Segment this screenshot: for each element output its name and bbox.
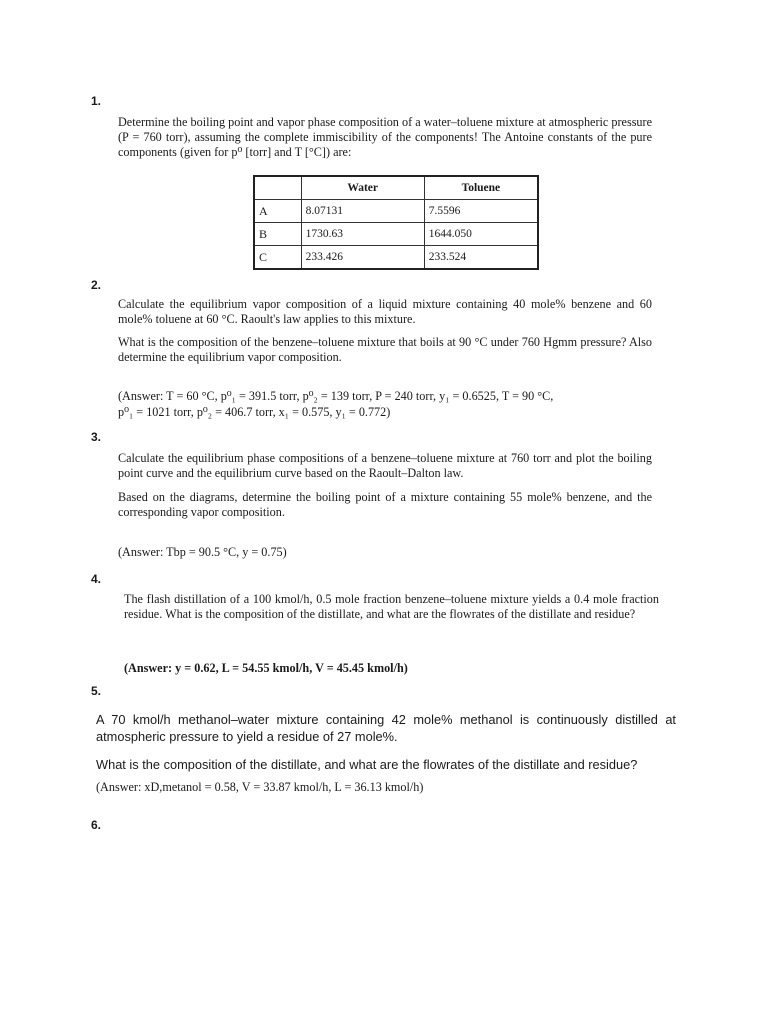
table-header-empty <box>254 176 301 200</box>
problem-4-number: 4. <box>91 572 102 586</box>
problem-5-text-a: A 70 kmol/h methanol–water mixture containing 42 mole% methanol is continuously distilled at atmospheric pressure to yield a residue of 27 mole%. <box>96 712 676 744</box>
cell-toluene-b: 1644.050 <box>424 223 538 246</box>
table-row <box>254 223 538 246</box>
cell-water-b: 1730.63 <box>301 223 424 246</box>
problem-1-text: Determine the boiling point and vapor phase composition of a water–toluene mixture at atmospheric pressure (P = 760 torr), assuming the complete immiscibility of the components! The Antoine constants of the pure components (given for p⁰ [torr] and T [°C]) are: <box>118 115 652 159</box>
problem-2-answer-line2: p⁰₁ = 1021 torr, p⁰₂ = 406.7 torr, x₁ = 0.575, y₁ = 0.772) <box>118 405 391 419</box>
problem-4-answer: (Answer: y = 0.62, L = 54.55 kmol/h, V = 45.45 kmol/h) <box>124 661 408 675</box>
antoine-constants-table <box>253 175 539 270</box>
table-row <box>254 200 538 223</box>
table-row <box>254 246 538 270</box>
table-header-toluene: Toluene <box>424 176 538 200</box>
problem-3-answer: (Answer: Tbp = 90.5 °C, y = 0.75) <box>118 545 287 559</box>
row-label-b: B <box>254 223 301 246</box>
problem-3-text-b: Based on the diagrams, determine the boiling point of a mixture containing 55 mole% benzene, and the corresponding vapor composition. <box>118 490 652 519</box>
problem-6-number: 6. <box>91 818 102 832</box>
problem-3-text-a: Calculate the equilibrium phase compositions of a benzene–toluene mixture at 760 torr and plot the boiling point curve and the equilibrium curve based on the Raoult–Dalton law. <box>118 451 652 480</box>
row-label-a: A <box>254 200 301 223</box>
problem-2-text-b: What is the composition of the benzene–toluene mixture that boils at 90 °C under 760 Hgmm pressure? Also determine the equilibrium vapor composition. <box>118 335 652 364</box>
cell-water-c: 233.426 <box>301 246 424 270</box>
problem-1-number: 1. <box>91 94 102 108</box>
cell-water-a: 8.07131 <box>301 200 424 223</box>
problem-5-number: 5. <box>91 684 102 698</box>
problem-2-number: 2. <box>91 278 102 292</box>
cell-toluene-a: 7.5596 <box>424 200 538 223</box>
table-header-water: Water <box>301 176 424 200</box>
row-label-c: C <box>254 246 301 270</box>
problem-5-answer: (Answer: xD,metanol = 0.58, V = 33.87 kmol/h, L = 36.13 kmol/h) <box>96 780 424 794</box>
problem-2-text-a: Calculate the equilibrium vapor composition of a liquid mixture containing 40 mole% benzene and 60 mole% toluene at 60 °C. Raoult's law applies to this mixture. <box>118 297 652 326</box>
problem-2-answer-line1: (Answer: T = 60 °C, p⁰₁ = 391.5 torr, p⁰₂ = 139 torr, P = 240 torr, y₁ = 0.6525, T = 90 °C, <box>118 389 554 403</box>
problem-3-number: 3. <box>91 430 102 444</box>
problem-5-text-b: What is the composition of the distillate, and what are the flowrates of the distillate and residue? <box>96 757 638 772</box>
table-header-row <box>254 176 538 200</box>
cell-toluene-c: 233.524 <box>424 246 538 270</box>
problem-4-text: The flash distillation of a 100 kmol/h, 0.5 mole fraction benzene–toluene mixture yields a 0.4 mole fraction residue. What is the composition of the distillate, and what are the flowrates of the distillate and residue? <box>124 592 659 621</box>
